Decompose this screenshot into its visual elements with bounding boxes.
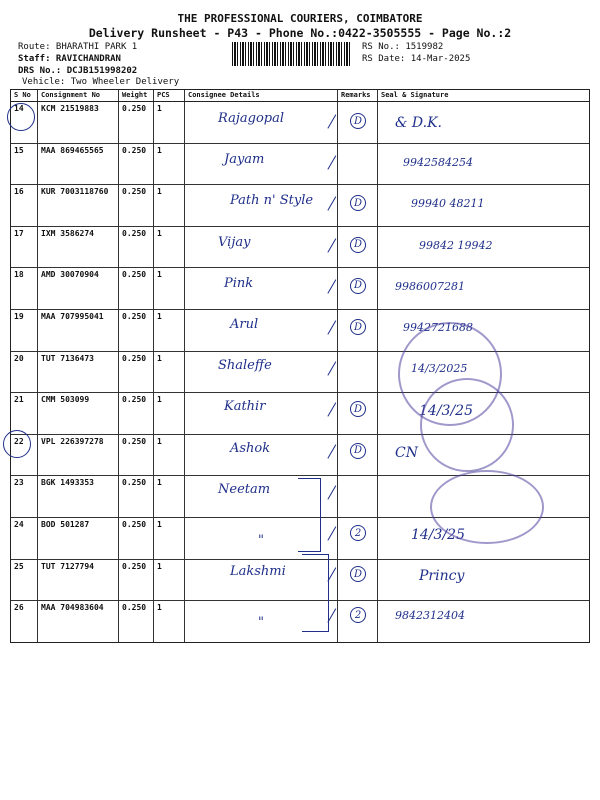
cell-cn: CMM 503099 bbox=[38, 393, 119, 434]
cell-sno: 23 bbox=[11, 476, 38, 517]
signature-handwriting: & D.K. bbox=[395, 115, 442, 131]
remark-mark: 2 bbox=[350, 525, 366, 541]
cell-sno: 17 bbox=[11, 227, 38, 268]
cell-pcs: 1 bbox=[154, 310, 185, 351]
cell-cn: BOD 501287 bbox=[38, 518, 119, 559]
table-row bbox=[11, 352, 589, 394]
signature-handwriting: 9942721688 bbox=[403, 321, 473, 334]
cell-cn: KCM 21519883 bbox=[38, 102, 119, 143]
consignee-handwriting: Pink bbox=[224, 275, 254, 291]
bracket-mark bbox=[302, 554, 329, 632]
table-row bbox=[11, 268, 589, 310]
runsheet-table bbox=[10, 89, 590, 643]
cell-wt: 0.250 bbox=[119, 560, 154, 601]
cell-wt: 0.250 bbox=[119, 601, 154, 642]
cell-wt: 0.250 bbox=[119, 227, 154, 268]
cell-cn: MAA 707995041 bbox=[38, 310, 119, 351]
cell-rem bbox=[338, 476, 378, 517]
cell-pcs: 1 bbox=[154, 435, 185, 476]
cell-cn: KUR 7003118760 bbox=[38, 185, 119, 226]
cell-wt: 0.250 bbox=[119, 393, 154, 434]
remark-mark: D bbox=[350, 237, 366, 253]
consignee-handwriting: Jayam bbox=[224, 152, 265, 168]
consignee-handwriting: Vijay bbox=[218, 234, 251, 250]
cell-pcs: 1 bbox=[154, 268, 185, 309]
signature-handwriting: 9942584254 bbox=[403, 156, 473, 170]
consignee-handwriting: Shaleffe bbox=[218, 358, 272, 374]
cell-wt: 0.250 bbox=[119, 476, 154, 517]
cell-wt: 0.250 bbox=[119, 185, 154, 226]
cell-sno: 14 bbox=[11, 102, 38, 143]
bracket-mark bbox=[298, 478, 321, 552]
signature-handwriting: 99842 19942 bbox=[419, 238, 493, 252]
signature-handwriting: CN bbox=[395, 444, 418, 461]
cell-pcs: 1 bbox=[154, 560, 185, 601]
document-title: THE PROFESSIONAL COURIERS, COIMBATORE bbox=[177, 12, 423, 25]
table-row bbox=[11, 601, 589, 642]
cell-pcs: 1 bbox=[154, 476, 185, 517]
circled-serial-mark bbox=[3, 430, 31, 458]
cell-wt: 0.250 bbox=[119, 144, 154, 185]
cell-sno: 22 bbox=[11, 435, 38, 476]
remark-mark: D bbox=[350, 278, 366, 294]
table-row bbox=[11, 310, 589, 352]
cell-cn: IXM 3586274 bbox=[38, 227, 119, 268]
delivery-stamp bbox=[420, 378, 514, 472]
cell-cn: BGK 1493353 bbox=[38, 476, 119, 517]
consignee-handwriting: Ashok bbox=[230, 440, 271, 456]
table-row bbox=[11, 102, 589, 144]
consignee-handwriting: Neetam bbox=[218, 481, 271, 497]
cell-cons bbox=[185, 227, 338, 268]
circled-serial-mark bbox=[7, 103, 35, 131]
col-sno: S No bbox=[11, 90, 38, 101]
cell-wt: 0.250 bbox=[119, 435, 154, 476]
cell-pcs: 1 bbox=[154, 185, 185, 226]
cell-pcs: 1 bbox=[154, 102, 185, 143]
cell-cons bbox=[185, 268, 338, 309]
signature-handwriting: 14/3/2025 bbox=[411, 362, 468, 376]
cell-sno: 24 bbox=[11, 518, 38, 559]
signature-handwriting: Princy bbox=[419, 568, 465, 585]
cell-sno: 20 bbox=[11, 352, 38, 393]
vehicle-text: Vehicle: Two Wheeler Delivery bbox=[22, 77, 180, 87]
consignee-handwriting: " bbox=[258, 615, 264, 631]
cell-sno: 26 bbox=[11, 601, 38, 642]
table-body bbox=[11, 102, 589, 642]
consignee-handwriting: Kathir bbox=[224, 399, 266, 415]
cell-cn: AMD 30070904 bbox=[38, 268, 119, 309]
cell-pcs: 1 bbox=[154, 601, 185, 642]
remark-mark: 2 bbox=[350, 607, 366, 623]
cell-wt: 0.250 bbox=[119, 310, 154, 351]
cell-wt: 0.250 bbox=[119, 102, 154, 143]
cell-cn: MAA 704983604 bbox=[38, 601, 119, 642]
cell-rem bbox=[338, 352, 378, 393]
remark-mark: D bbox=[350, 401, 366, 417]
cell-pcs: 1 bbox=[154, 227, 185, 268]
delivery-stamp bbox=[430, 470, 544, 544]
table-header bbox=[11, 90, 589, 102]
consignee-handwriting: Path n' Style bbox=[230, 193, 314, 209]
consignee-handwriting: Lakshmi bbox=[230, 564, 286, 580]
consignee-handwriting: Arul bbox=[230, 317, 259, 332]
cell-sno: 16 bbox=[11, 185, 38, 226]
col-pcs: PCS bbox=[154, 90, 185, 101]
rs-date: RS Date: 14-Mar-2025 bbox=[362, 54, 471, 64]
signature-handwriting: 99940 48211 bbox=[411, 197, 485, 211]
cell-pcs: 1 bbox=[154, 144, 185, 185]
cell-seal bbox=[378, 560, 589, 601]
cell-wt: 0.250 bbox=[119, 352, 154, 393]
table-row bbox=[11, 560, 589, 602]
signature-handwriting: 9986007281 bbox=[395, 279, 465, 293]
col-remarks: Remarks bbox=[338, 90, 378, 101]
drs-number: DRS No.: DCJB151998202 bbox=[18, 66, 138, 76]
remark-mark: D bbox=[350, 443, 366, 459]
consignee-handwriting: Rajagopal bbox=[218, 111, 284, 126]
col-seal-signature: Seal & Signature bbox=[381, 91, 449, 99]
cell-sno: 21 bbox=[11, 393, 38, 434]
staff-text: Staff: RAVICHANDRAN bbox=[18, 54, 121, 64]
cell-pcs: 1 bbox=[154, 393, 185, 434]
cell-wt: 0.250 bbox=[119, 518, 154, 559]
cell-cn: VPL 226397278 bbox=[38, 435, 119, 476]
document-subtitle: Delivery Runsheet - P43 - Phone No.:0422-3505555 - Page No.:2 bbox=[88, 26, 512, 40]
cell-sno: 25 bbox=[11, 560, 38, 601]
cell-pcs: 1 bbox=[154, 518, 185, 559]
table-row bbox=[11, 144, 589, 186]
route-text: Route: BHARATHI PARK 1 bbox=[18, 42, 138, 52]
signature-handwriting: 9842312404 bbox=[395, 609, 465, 623]
cell-cn: MAA 869465565 bbox=[38, 144, 119, 185]
cell-pcs: 1 bbox=[154, 352, 185, 393]
remark-mark: D bbox=[350, 195, 366, 211]
barcode bbox=[232, 42, 352, 66]
cell-wt: 0.250 bbox=[119, 268, 154, 309]
col-consignment: Consignment No bbox=[38, 90, 119, 101]
cell-cn: TUT 7127794 bbox=[38, 560, 119, 601]
cell-sno: 19 bbox=[11, 310, 38, 351]
col-weight: Weight bbox=[119, 90, 154, 101]
cell-sno: 15 bbox=[11, 144, 38, 185]
remark-mark: D bbox=[350, 113, 366, 129]
signature-handwriting: 14/3/25 bbox=[411, 527, 465, 543]
cell-cn: TUT 7136473 bbox=[38, 352, 119, 393]
cell-rem bbox=[338, 144, 378, 185]
col-consignee: Consignee Details bbox=[185, 90, 338, 101]
remark-mark: D bbox=[350, 319, 366, 335]
remark-mark: D bbox=[350, 566, 366, 582]
rs-number: RS No.: 1519982 bbox=[362, 42, 444, 52]
cell-cons bbox=[185, 310, 338, 351]
cell-sno: 18 bbox=[11, 268, 38, 309]
signature-handwriting: 14/3/25 bbox=[419, 403, 473, 420]
table-row bbox=[11, 227, 589, 269]
consignee-handwriting: " bbox=[258, 533, 264, 548]
